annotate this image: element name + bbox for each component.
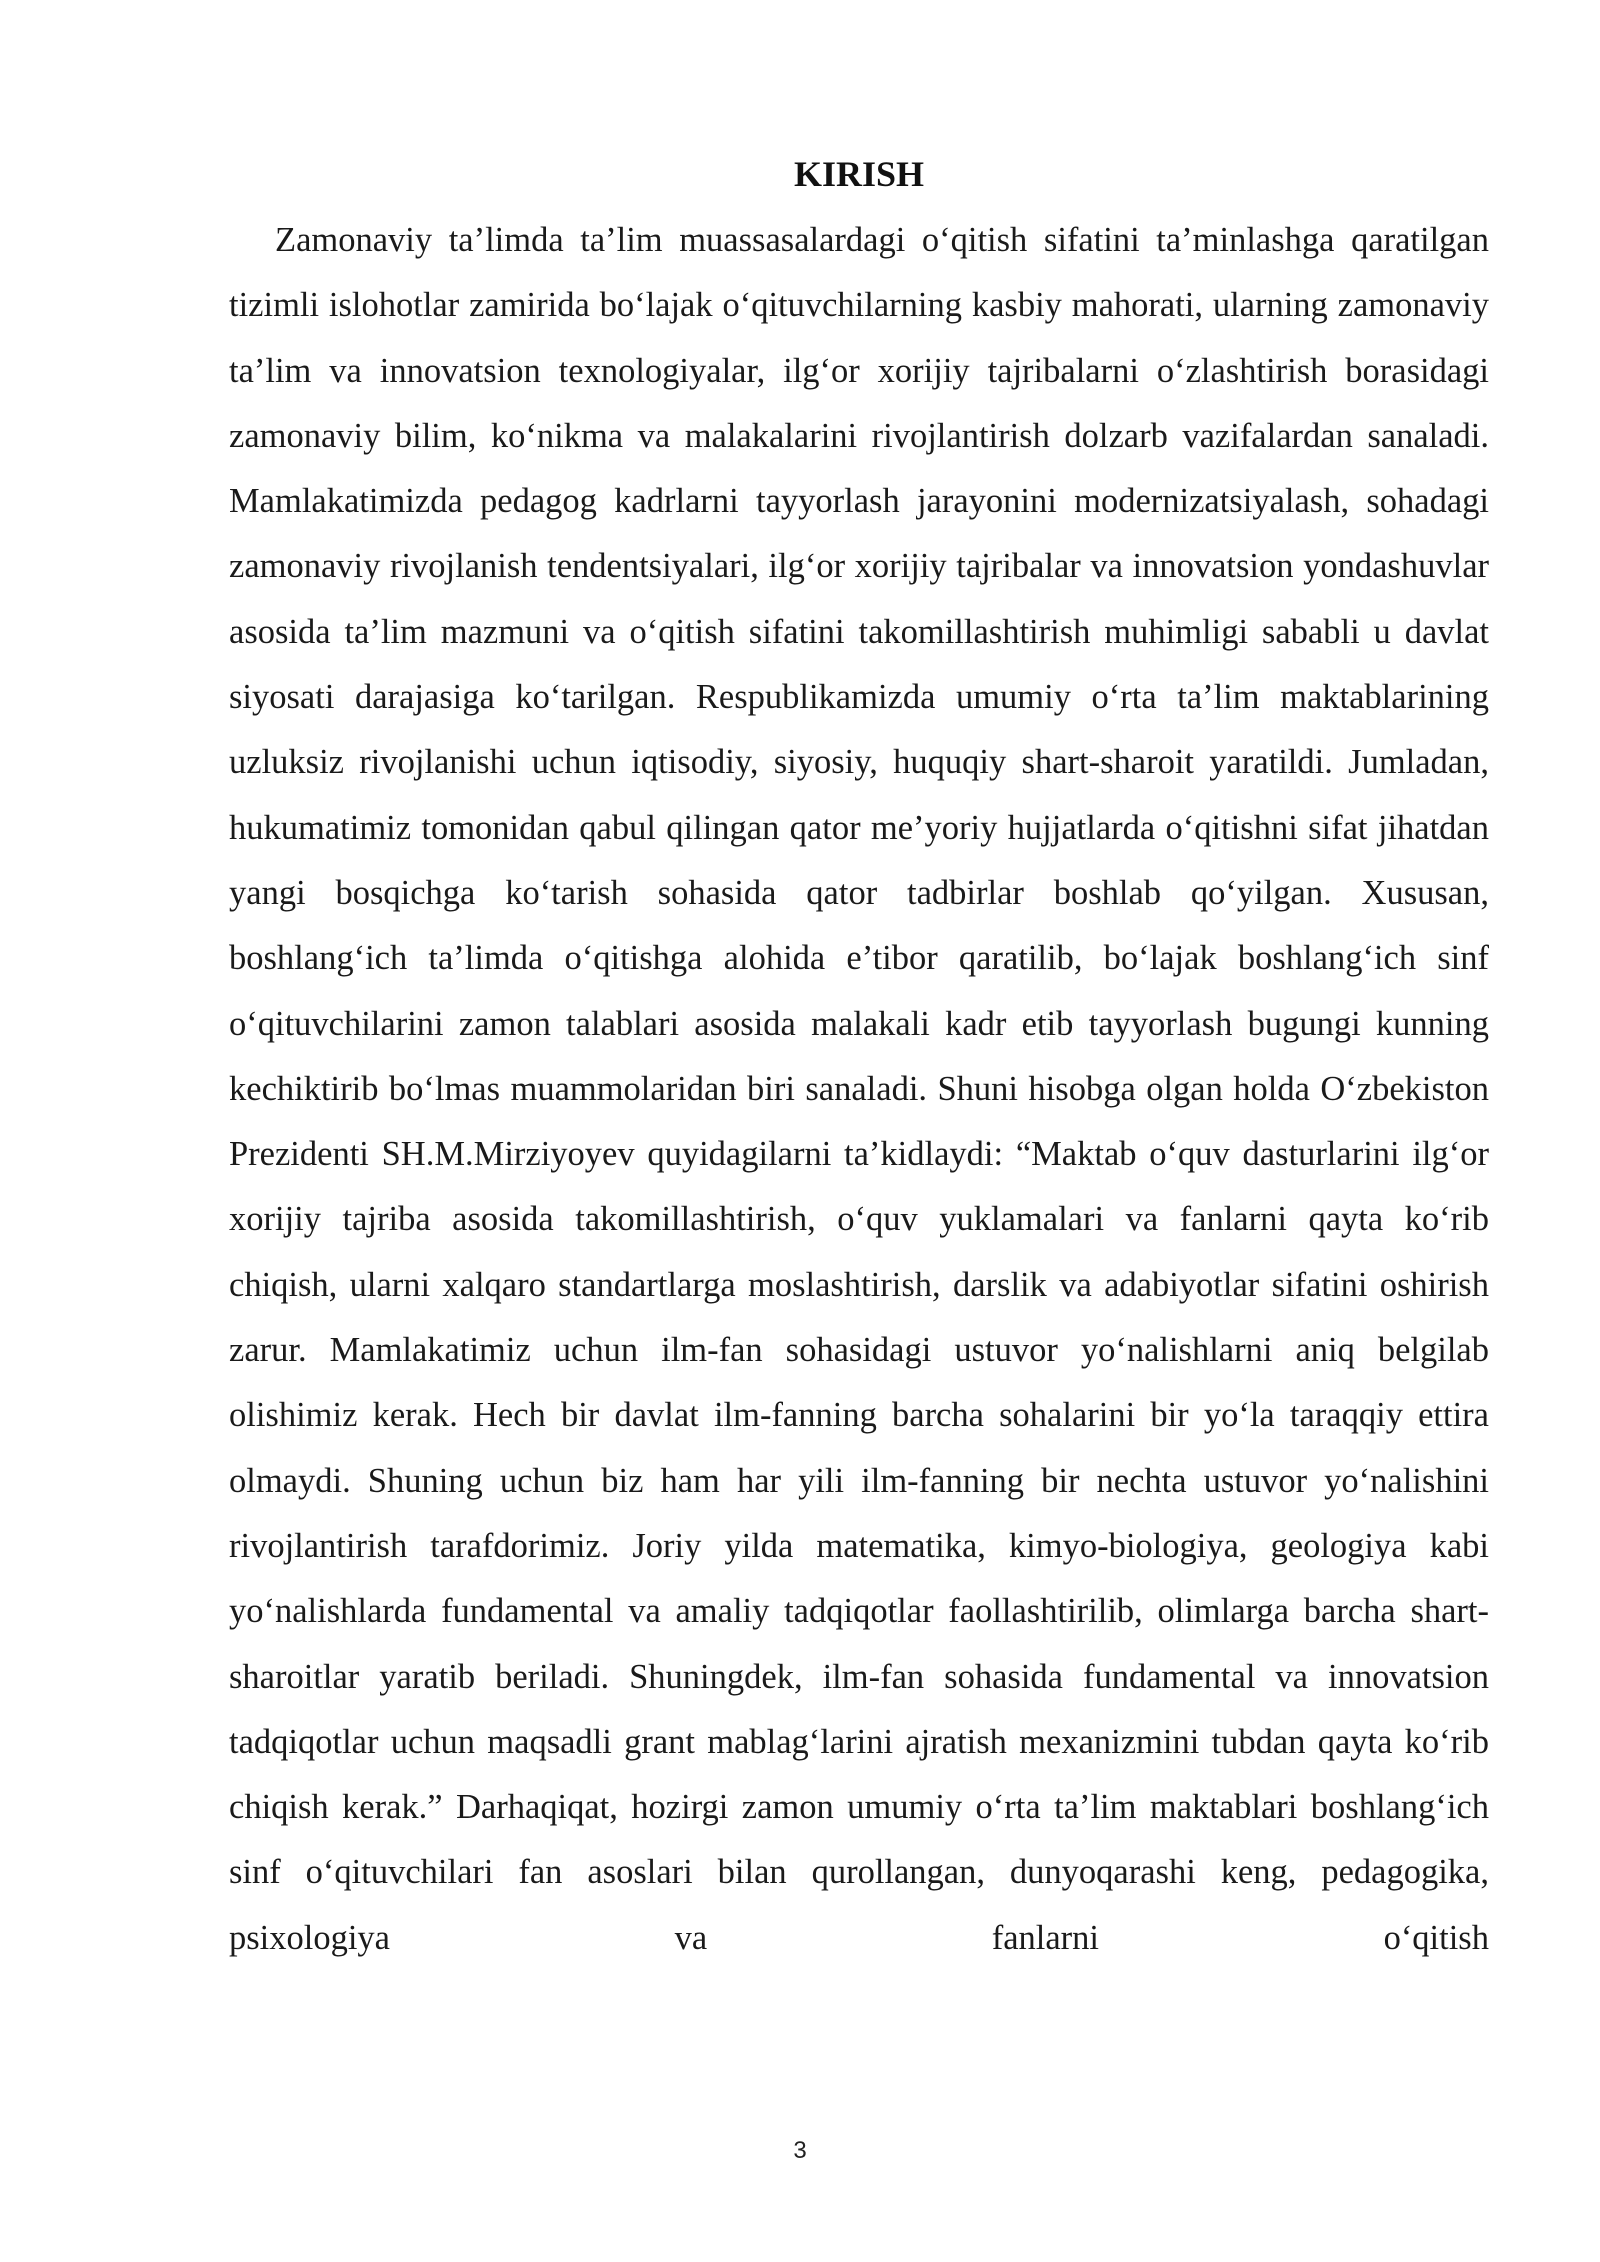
body-paragraph: Zamonaviy ta’limda ta’lim muassasalardagi o‘qitish sifatini ta’minlashga qaratilgan tizimli islohotlar zamirida bo‘lajak o‘qituvchilarning kasbiy mahorati, ularning zamonaviy ta’lim va innovatsion texnologiyalar, ilg‘or xorijiy tajribalarni o‘zlashtirish borasidagi zamonaviy bilim, ko‘nikma va malakalarini rivojlantirish dolzarb vazifalardan sanaladi. Mamlakatimizda pedagog kadrlarni tayyorlash jarayonini modernizatsiyalash, sohadagi zamonaviy rivojlanish tendentsiyalari, ilg‘or xorijiy tajribalar va innovatsion yondashuvlar asosida ta’lim mazmuni va o‘qitish sifatini takomillashtirish muhimligi sababli u davlat siyosati darajasiga ko‘tarilgan. Respublikamizda umumiy o‘rta ta’lim maktablarining uzluksiz rivojlanishi uchun iqtisodiy, siyosiy, huquqiy shart-sharoit yaratildi. Jumladan, hukumatimiz tomonidan qabul qilingan qator me’yoriy hujjatlarda o‘qitishni sifat jihatdan yangi bosqichga ko‘tarish sohasida qator tadbirlar boshlab qo‘yilgan. Xususan, boshlang‘ich ta’limda o‘qitishga alohida e’tibor qaratilib, bo‘lajak boshlang‘ich sinf o‘qituvchilarini zamon talablari asosida malakali kadr etib tayyorlash bugungi kunning kechiktirib bo‘lmas muammolaridan biri sanaladi. Shuni hisobga olgan holda O‘zbekiston Prezidenti SH.M.Mirziyoyev quyidagilarni ta’kidlaydi: “Maktab o‘quv dasturlarini ilg‘or xorijiy tajriba asosida takomillashtirish, o‘quv yuklamalari va fanlarni qayta ko‘rib chiqish, ularni xalqaro standartlarga moslashtirish, darslik va adabiyotlar sifatini oshirish zarur. Mamlakatimiz uchun ilm-fan sohasidagi ustuvor yo‘nalishlarni aniq belgilab olishimiz kerak. Hech bir davlat ilm-fanning barcha sohalarini bir yo‘la taraqqiy ettira olmaydi. Shuning uchun biz ham har yili ilm-fanning bir nechta ustuvor yo‘nalishini rivojlantirish tarafdorimiz. Joriy yilda matematika, kimyo-biologiya, geologiya kabi yo‘nalishlarda fundamental va amaliy tadqiqotlar faollashtirilib, olimlarga barcha shart-sharoitlar yaratib beriladi. Shuningdek, ilm-fan sohasida fundamental va innovatsion tadqiqotlar uchun maqsadli grant mablag‘larini ajratish mexanizmini tubdan qayta ko‘rib chiqish kerak.” Darhaqiqat, hozirgi zamon umumiy o‘rta ta’lim maktablari boshlang‘ich sinf o‘qituvchilari fan asoslari bilan qurollangan, dunyoqarashi keng, pedagogika, psixologiya va fanlarni o‘qitish [229, 221, 1489, 1957]
page-number: 3 [793, 2137, 807, 2164]
section-heading: KIRISH [793, 154, 925, 194]
